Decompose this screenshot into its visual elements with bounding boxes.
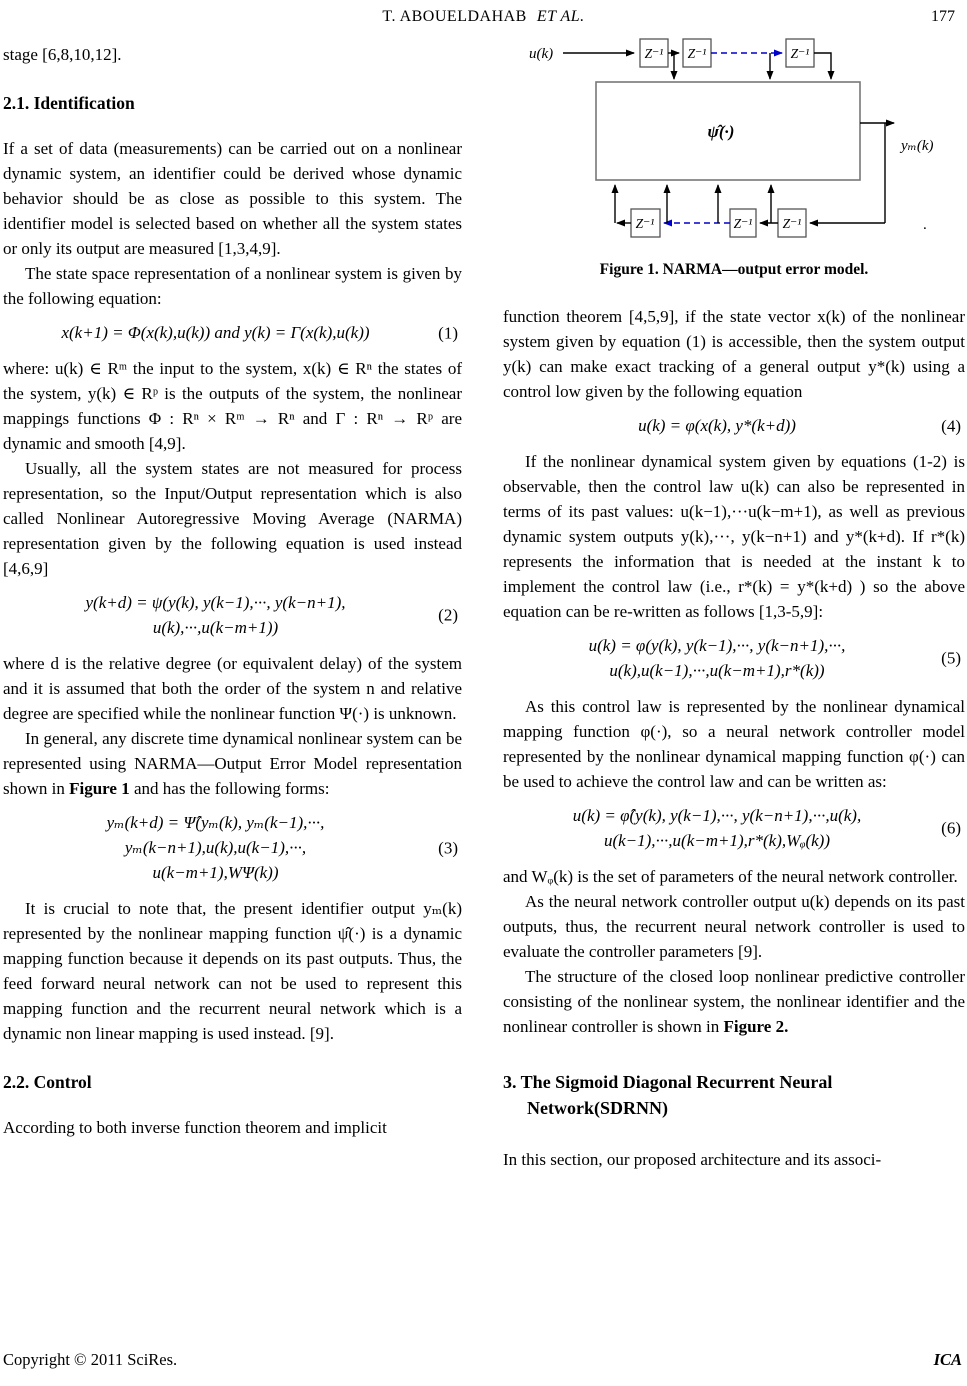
et-al: ET AL. [536, 8, 585, 25]
heading-identification: 2.1. Identification [3, 93, 135, 113]
figure2-reference: Figure 2. [723, 1017, 789, 1036]
heading-sdrnn-line2: Network(SDRNN) [527, 1098, 668, 1118]
equation-3 [3, 810, 462, 885]
delay-label: Z⁻¹ [733, 216, 753, 231]
author-name: T. ABOUELDAHAB [382, 8, 527, 25]
equation-6-line2: u(k−1),···,u(k−m+1),r*(k),Wᵩ(k)) [603, 831, 831, 850]
equation-6-line1: u(k) = φ̂(y(k), y(k−1),···, y(k−n+1),···,u(k), [572, 806, 862, 825]
delay-label: Z⁻¹ [635, 216, 655, 231]
equation-5-number: (5) [941, 648, 961, 668]
paragraph: where: u(k) ∈ Rᵐ the input to the system, x(k) ∈ Rⁿ the states of the system, y(k) ∈ Rᵖ is the outputs of the system, the nonlinear mappings functions Φ : Rⁿ × Rᵐ → Rⁿ and Γ : Rⁿ → Rᵖ are dynamic and smooth [4,9]. [3, 359, 462, 453]
paragraph: The state space representation of a nonlinear system is given by the following equation: [3, 264, 462, 308]
equation-6 [503, 803, 965, 853]
equation-1-number: (1) [438, 323, 458, 342]
equation-6-number: (6) [941, 818, 961, 838]
paragraph-text: The structure of the closed loop nonlinear predictive controller consisting of the nonlinear system, the nonlinear identifier and the nonlinear controller is shown in [503, 967, 965, 1036]
page-number: 177 [931, 8, 955, 25]
equation-4 [503, 413, 965, 438]
equation-3-line3: u(k−m+1),WΨ(k)) [152, 863, 279, 882]
paragraph: If the nonlinear dynamical system given by equations (1-2) is observable, then the control law u(k) can also be represented in terms of its past values: u(k−1),···u(k−m+1), as well as previous dynamic system outputs y(k),···, y(k−n+1) and y*(k+d). If r*(k) represents the information that is needed at the instant k to implement the control law (i.e., r*(k) = y*(k+d) ) so the above equation can be re-written as follows [1,3-5,9]: [503, 452, 965, 621]
delay-label: Z⁻¹ [790, 46, 810, 61]
paragraph: As the neural network controller output u(k) depends on its past outputs, thus, the recurrent neural network controller is used to evaluate the controller parameters [9]. [503, 892, 965, 961]
heading-sdrnn [503, 1069, 965, 1121]
equation-3-line1: yₘ(k+d) = Ψ̂(yₘ(k), yₘ(k−1),···, [106, 813, 325, 832]
paragraph [3, 726, 462, 801]
equation-2-number: (2) [438, 605, 458, 625]
paragraph: function theorem [4,5,9], if the state vector x(k) of the nonlinear system given by equation (1) is accessible, then the system output y(k) can make exact tracking of a general output y*(k) using a control low given by the following equation [503, 307, 965, 401]
mapping-function-label: ψ̂(·) [707, 122, 735, 141]
paragraph: It is crucial to note that, the present identifier output yₘ(k) represented by the nonlinear mapping function ψ̂(·) is a dynamic mapping function because it depends on its past outputs. Thus, the feed forward neural network can not be used to represent this mapping function and the recurrent neural network which is a dynamic non linear mapping is used instead. [9]. [3, 899, 462, 1043]
equation-4-body: u(k) = φ(x(k), y*(k+d)) [638, 416, 796, 435]
paragraph-text: In general, any discrete time dynamical nonlinear system can be represented using NARMA—Output Error Model representation shown in [3, 729, 462, 798]
page-header [0, 8, 967, 32]
figure-input-label: u(k) [529, 46, 554, 62]
equation-1 [3, 320, 462, 345]
tap-down-arrow [814, 53, 831, 79]
journal-abbreviation: ICA [933, 1350, 962, 1369]
paragraph: Usually, all the system states are not measured for process representation, so the Input/Output representation which is also called Nonlinear Autoregressive Moving Average (NARMA) representation given by the following equation is used instead [4,6,9] [3, 459, 462, 578]
figure1-caption: Figure 1. NARMA—output error model. [599, 261, 869, 278]
equation-1-body: x(k+1) = Φ(x(k),u(k)) and y(k) = Γ(x(k),u(k)) [61, 323, 370, 342]
delay-label: Z⁻¹ [782, 216, 802, 231]
left-column [3, 42, 462, 1140]
paragraph-text: and has the following forms: [129, 779, 330, 798]
paragraph: If a set of data (measurements) can be carried out on a nonlinear dynamic system, an identifier could be derived whose dynamic behavior should be as close as possible to this system. The identifier model is selected based on whether all the system states or only its output are measured [1,3,4,9]. [3, 139, 462, 258]
right-column [503, 33, 965, 1172]
delay-label: Z⁻¹ [644, 46, 664, 61]
paragraph: In this section, our proposed architecture and its associ- [503, 1150, 882, 1169]
running-title [0, 8, 967, 26]
copyright-notice: Copyright © 2011 SciRes. [3, 1350, 178, 1369]
equation-2-line2: u(k),···,u(k−m+1)) [152, 618, 279, 637]
equation-2 [3, 590, 462, 640]
paragraph-stage: stage [6,8,10,12]. [3, 45, 122, 64]
page-footer [3, 1350, 962, 1370]
equation-3-number: (3) [438, 838, 458, 857]
paragraph: where d is the relative degree (or equivalent delay) of the system and it is assumed that both the order of the system n and relative degree are specified while the nonlinear function Ψ(·) is unknown. [3, 654, 462, 723]
figure1-canvas [503, 33, 965, 247]
delay-label: Z⁻¹ [687, 46, 707, 61]
stray-dot: . [923, 217, 927, 233]
paragraph [503, 964, 965, 1039]
paragraph: and Wᵩ(k) is the set of parameters of the neural network controller. [503, 867, 958, 886]
heading-control: 2.2. Control [3, 1072, 92, 1092]
equation-5-line1: u(k) = φ(y(k), y(k−1),···, y(k−n+1),···, [588, 636, 846, 655]
equation-4-number: (4) [941, 416, 961, 435]
equation-3-line2: yₘ(k−n+1),u(k),u(k−1),···, [124, 838, 307, 857]
heading-sdrnn-line1: 3. The Sigmoid Diagonal Recurrent Neural [503, 1072, 833, 1092]
equation-2-line1: y(k+d) = ψ(y(k), y(k−1),···, y(k−n+1), [85, 593, 346, 612]
paragraph: As this control law is represented by the nonlinear dynamical mapping function φ(·), so a neural network controller model represented by the nonlinear dynamical mapping function φ(·) can be used to achieve the control law and can be written as: [503, 697, 965, 791]
paragraph: According to both inverse function theorem and implicit [3, 1118, 387, 1137]
figure1-reference: Figure 1 [69, 779, 130, 798]
figure-output-label: yₘ(k) [901, 138, 934, 154]
figure1-narma-diagram [503, 33, 965, 280]
equation-5-line2: u(k),u(k−1),···,u(k−m+1),r*(k)) [609, 661, 825, 680]
equation-5 [503, 633, 965, 683]
